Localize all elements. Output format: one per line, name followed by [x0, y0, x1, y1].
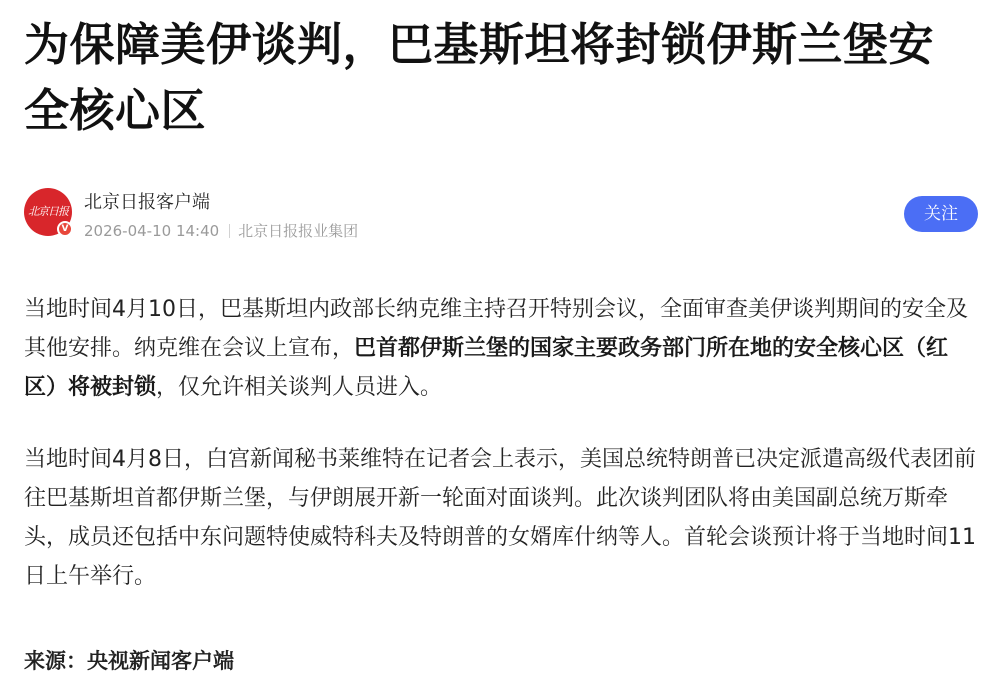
author-bar — [24, 188, 978, 244]
organization-name: 北京日报报业集团 — [238, 222, 359, 240]
paragraph-1-text-b: ，仅允许相关谈判人员进入。 — [156, 375, 443, 400]
publish-timestamp: 2026-04-10 14:40 — [84, 222, 220, 240]
meta-divider — [229, 224, 230, 238]
avatar[interactable] — [24, 188, 72, 236]
article-title: 为保障美伊谈判，巴基斯坦将封锁伊斯兰堡安全核心区 — [24, 18, 935, 137]
follow-button[interactable]: 关注 — [904, 196, 978, 232]
verified-badge-icon: V — [57, 221, 73, 237]
paragraph-1-text-a: 当地时间4月10日，巴基斯坦内政部长纳克维主持召开特别会议，全面审查美伊谈判期间的安全及其他安排。纳克维在会议上宣布， — [24, 297, 968, 361]
avatar-logo-text: 北京日报 — [28, 205, 68, 218]
paragraph-1-bold-text: 巴首都伊斯兰堡的国家主要政务部门所在地的安全核心区（红区）将被封锁 — [24, 336, 949, 400]
meta-line — [84, 221, 358, 241]
paragraph-1 — [24, 290, 978, 407]
article-body — [24, 290, 978, 596]
paragraph-2: 当地时间4月8日，白宫新闻秘书莱维特在记者会上表示，美国总统特朗普已决定派遣高级代表团前往巴基斯坦首都伊斯兰堡，与伊朗展开新一轮面对面谈判。此次谈判团队将由美国副总统万斯牵头，成员还包括中东问题特使威特科夫及特朗普的女婿库什纳等人。首轮会谈预计将于当地时间11日上午举行。 — [24, 447, 976, 589]
source-name-link[interactable]: 北京日报客户端 — [84, 192, 210, 213]
source-note: 来源：央视新闻客户端 — [24, 649, 234, 673]
